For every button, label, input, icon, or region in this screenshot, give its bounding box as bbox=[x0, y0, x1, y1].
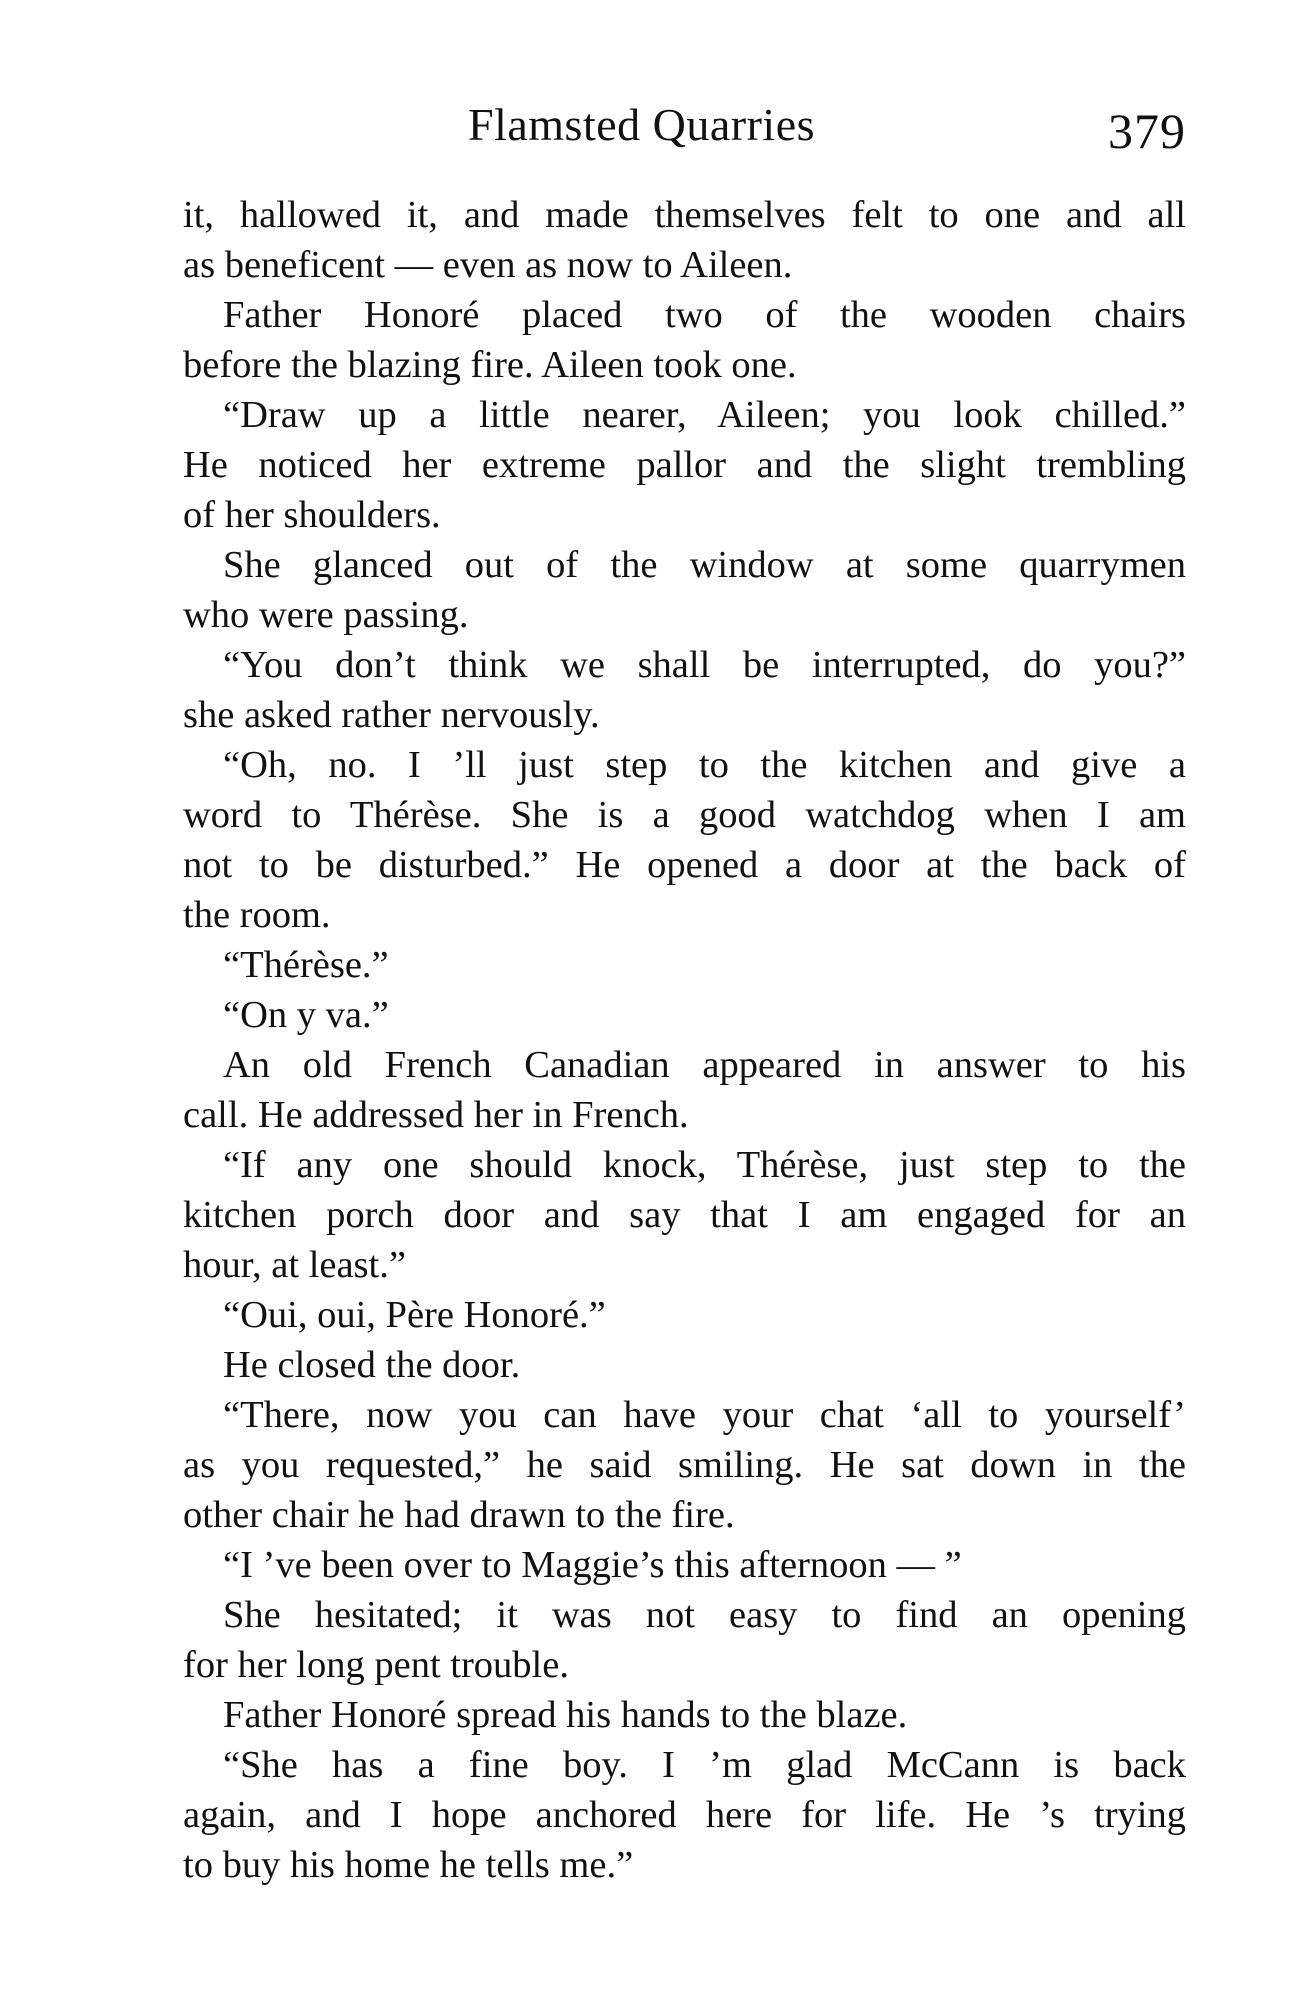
text-line: Father Honoré placed two of the wooden chairs bbox=[223, 294, 1186, 336]
text-line: “You don’t think we shall be interrupted, do you?” bbox=[223, 644, 1186, 686]
text-line: “I ’ve been over to Maggie’s this afternoon — ” bbox=[223, 1544, 962, 1586]
text-line: to buy his home he tells me.” bbox=[183, 1844, 634, 1886]
text-line: “Oui, oui, Père Honoré.” bbox=[223, 1294, 606, 1336]
text-line: as beneficent — even as now to Aileen. bbox=[183, 244, 793, 286]
text-line: She glanced out of the window at some quarrymen bbox=[223, 544, 1186, 586]
text-line: word to Thérèse. She is a good watchdog when I am bbox=[183, 794, 1186, 836]
text-line: as you requested,” he said smiling. He sat down in the bbox=[183, 1444, 1186, 1486]
text-line: of her shoulders. bbox=[183, 494, 441, 536]
text-line: who were passing. bbox=[183, 594, 469, 636]
text-line: “She has a fine boy. I ’m glad McCann is back bbox=[223, 1744, 1186, 1786]
text-line: she asked rather nervously. bbox=[183, 694, 600, 736]
text-line: “On y va.” bbox=[223, 994, 389, 1036]
text-line: it, hallowed it, and made themselves felt to one and all bbox=[183, 194, 1186, 236]
text-line: “Draw up a little nearer, Aileen; you look chilled.” bbox=[223, 394, 1186, 436]
text-line: not to be disturbed.” He opened a door at the back of bbox=[183, 844, 1186, 886]
body-text bbox=[183, 190, 1186, 1890]
text-line: kitchen porch door and say that I am engaged for an bbox=[183, 1194, 1186, 1236]
text-line: Father Honoré spread his hands to the blaze. bbox=[223, 1694, 908, 1736]
text-line: the room. bbox=[183, 894, 331, 936]
running-title: Flamsted Quarries bbox=[468, 99, 816, 150]
text-line: “There, now you can have your chat ‘all to yourself’ bbox=[223, 1394, 1186, 1436]
text-line: He closed the door. bbox=[223, 1344, 521, 1386]
text-line: He noticed her extreme pallor and the slight trembling bbox=[183, 444, 1186, 486]
text-line: other chair he had drawn to the fire. bbox=[183, 1494, 735, 1536]
text-line: She hesitated; it was not easy to find an opening bbox=[223, 1594, 1186, 1636]
text-line: call. He addressed her in French. bbox=[183, 1094, 689, 1136]
text-line: before the blazing fire. Aileen took one. bbox=[183, 344, 797, 386]
text-line: “If any one should knock, Thérèse, just step to the bbox=[223, 1144, 1186, 1186]
page-header bbox=[183, 98, 1186, 168]
text-line: again, and I hope anchored here for life. He ’s trying bbox=[183, 1794, 1186, 1836]
text-line: for her long pent trouble. bbox=[183, 1644, 569, 1686]
text-line: hour, at least.” bbox=[183, 1244, 406, 1286]
text-line: “Oh, no. I ’ll just step to the kitchen and give a bbox=[223, 744, 1186, 786]
text-line: An old French Canadian appeared in answer to his bbox=[223, 1044, 1186, 1086]
page-number: 379 bbox=[1108, 103, 1186, 159]
text-line: “Thérèse.” bbox=[223, 944, 389, 986]
